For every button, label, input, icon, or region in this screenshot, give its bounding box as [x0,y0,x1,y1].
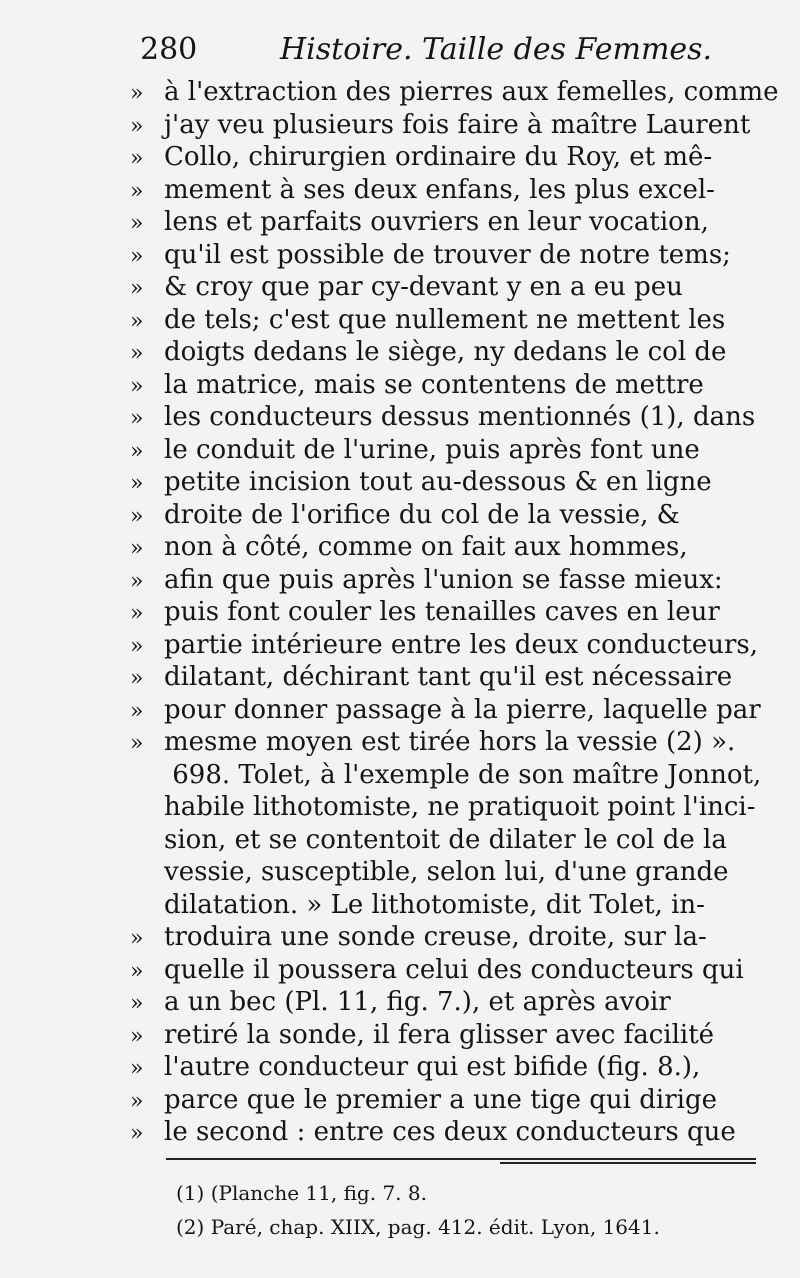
quote-mark: » [130,113,144,139]
footnote-rule [166,1158,756,1160]
text-line [130,304,770,337]
line-text: & croy que par cy-devant y en a eu peu [164,272,683,302]
quote-mark: » [130,633,144,659]
text-line [130,661,770,694]
line-text: Collo, chirurgien ordinaire du Roy, et mê- [164,142,713,172]
line-text: 698. Tolet, à l'exemple de son maître Jonnot, [164,759,762,790]
line-text: mesme moyen est tirée hors la vessie (2) ». [164,727,736,757]
text-line [130,109,770,142]
text-line [130,596,770,629]
quote-mark: » [130,373,144,399]
line-text: dilatant, déchirant tant qu'il est nécessaire [164,662,733,692]
line-text: puis font couler les tenailles caves en leur [164,597,720,627]
line-text: habile lithotomiste, ne pratiquoit point l'inci- [164,792,756,822]
quote-mark: » [130,991,144,1016]
quote-mark: » [130,926,144,951]
line-text: afin que puis après l'union se fasse mieux: [164,564,723,595]
text-line [130,531,770,564]
line-text: troduira une sonde creuse, droite, sur la- [164,922,707,952]
line-text: j'ay veu plusieurs fois faire à maître Laurent [164,109,751,140]
line-text: le second : entre ces deux conducteurs que [164,1117,736,1147]
text-line [130,629,770,662]
quote-mark: » [130,698,144,724]
quote-mark: » [130,1088,144,1114]
footnote-1: (1) (Planche 11, fig. 7. 8. [176,1181,427,1205]
text-line [130,694,770,727]
text-line [130,239,770,272]
line-text: droite de l'orifice du col de la vessie, & [164,499,680,530]
text-line [130,499,770,532]
line-text: lens et parfaits ouvriers en leur vocation, [164,207,709,237]
line-text: la matrice, mais se contentens de mettre [164,369,704,400]
text-line [130,759,770,792]
text-line [130,206,770,239]
text-line [130,466,770,499]
line-text: de tels; c'est que nullement ne mettent les [164,304,726,335]
text-line [130,726,770,759]
text-line [130,174,770,207]
line-text: les conducteurs dessus mentionnés (1), dans [164,402,756,432]
footnote-rule-overlay [500,1162,756,1164]
quote-mark: » [130,341,144,366]
running-title: Histoire. Taille des Femmes. [280,32,713,67]
quote-mark: » [130,178,144,204]
line-text: sion, et se contentoit de dilater le col de la [164,824,727,855]
line-text: vessie, susceptible, selon lui, d'une grande [164,857,729,887]
text-line [130,856,770,889]
line-text: à l'extraction des pierres aux femelles, comme [164,77,779,107]
text-line [130,1051,770,1084]
line-text: a un bec (Pl. 11, fig. 7.), et après avoir [164,987,671,1017]
quote-mark: » [130,666,144,691]
page-header [140,30,740,70]
quote-mark: » [130,146,144,171]
text-line [130,921,770,954]
quote-mark: » [130,211,144,236]
footnote-2: (2) Paré, chap. XIIX, pag. 412. édit. Lyon, 1641. [176,1215,660,1239]
text-line [130,791,770,824]
quote-mark: » [130,308,144,334]
text-line [130,141,770,174]
text-line [130,1019,770,1052]
text-line [130,889,770,922]
line-text: partie intérieure entre les deux conducteurs, [164,629,759,660]
line-text: mement à ses deux enfans, les plus excel- [164,174,715,205]
quote-mark: » [130,438,144,464]
text-line [130,336,770,369]
line-text: quelle il poussera celui des conducteurs qui [164,954,744,985]
line-text: retiré la sonde, il fera glisser avec facilité [164,1019,715,1050]
quote-mark: » [130,1056,144,1081]
line-text: parce que le premier a une tige qui dirige [164,1084,717,1115]
quote-mark: » [130,568,144,594]
text-line [130,1116,770,1149]
text-line [130,954,770,987]
line-text: l'autre conducteur qui est bifide (fig. 8.), [164,1052,701,1082]
line-text: pour donner passage à la pierre, laquelle par [164,694,761,725]
quote-mark: » [130,536,144,561]
quote-mark: » [130,601,144,626]
body-text [130,76,779,1149]
line-text: non à côté, comme on fait aux hommes, [164,532,688,562]
quote-mark: » [130,406,144,431]
footnotes [176,1176,776,1244]
line-text: qu'il est possible de trouver de notre tems; [164,239,731,270]
line-text: petite incision tout au-dessous & en ligne [164,467,712,497]
quote-mark: » [130,731,144,756]
text-line [130,1084,770,1117]
text-line [130,564,770,597]
quote-mark: » [130,471,144,496]
line-text: doigts dedans le siège, ny dedans le col de [164,337,727,367]
text-line [130,76,779,109]
page-number: 280 [140,32,198,67]
quote-mark: » [130,503,144,529]
quote-mark: » [130,1023,144,1049]
text-line [130,401,770,434]
text-line [130,824,770,857]
text-line [130,369,770,402]
quote-mark: » [130,958,144,984]
text-line [130,271,770,304]
quote-mark: » [130,1121,144,1146]
quote-mark: » [130,243,144,269]
quote-mark: » [130,276,144,301]
text-line [130,986,770,1019]
quote-mark: » [130,81,144,106]
line-text: dilatation. » Le lithotomiste, dit Tolet, in- [164,889,705,920]
line-text: le conduit de l'urine, puis après font une [164,434,700,465]
text-line [130,434,770,467]
